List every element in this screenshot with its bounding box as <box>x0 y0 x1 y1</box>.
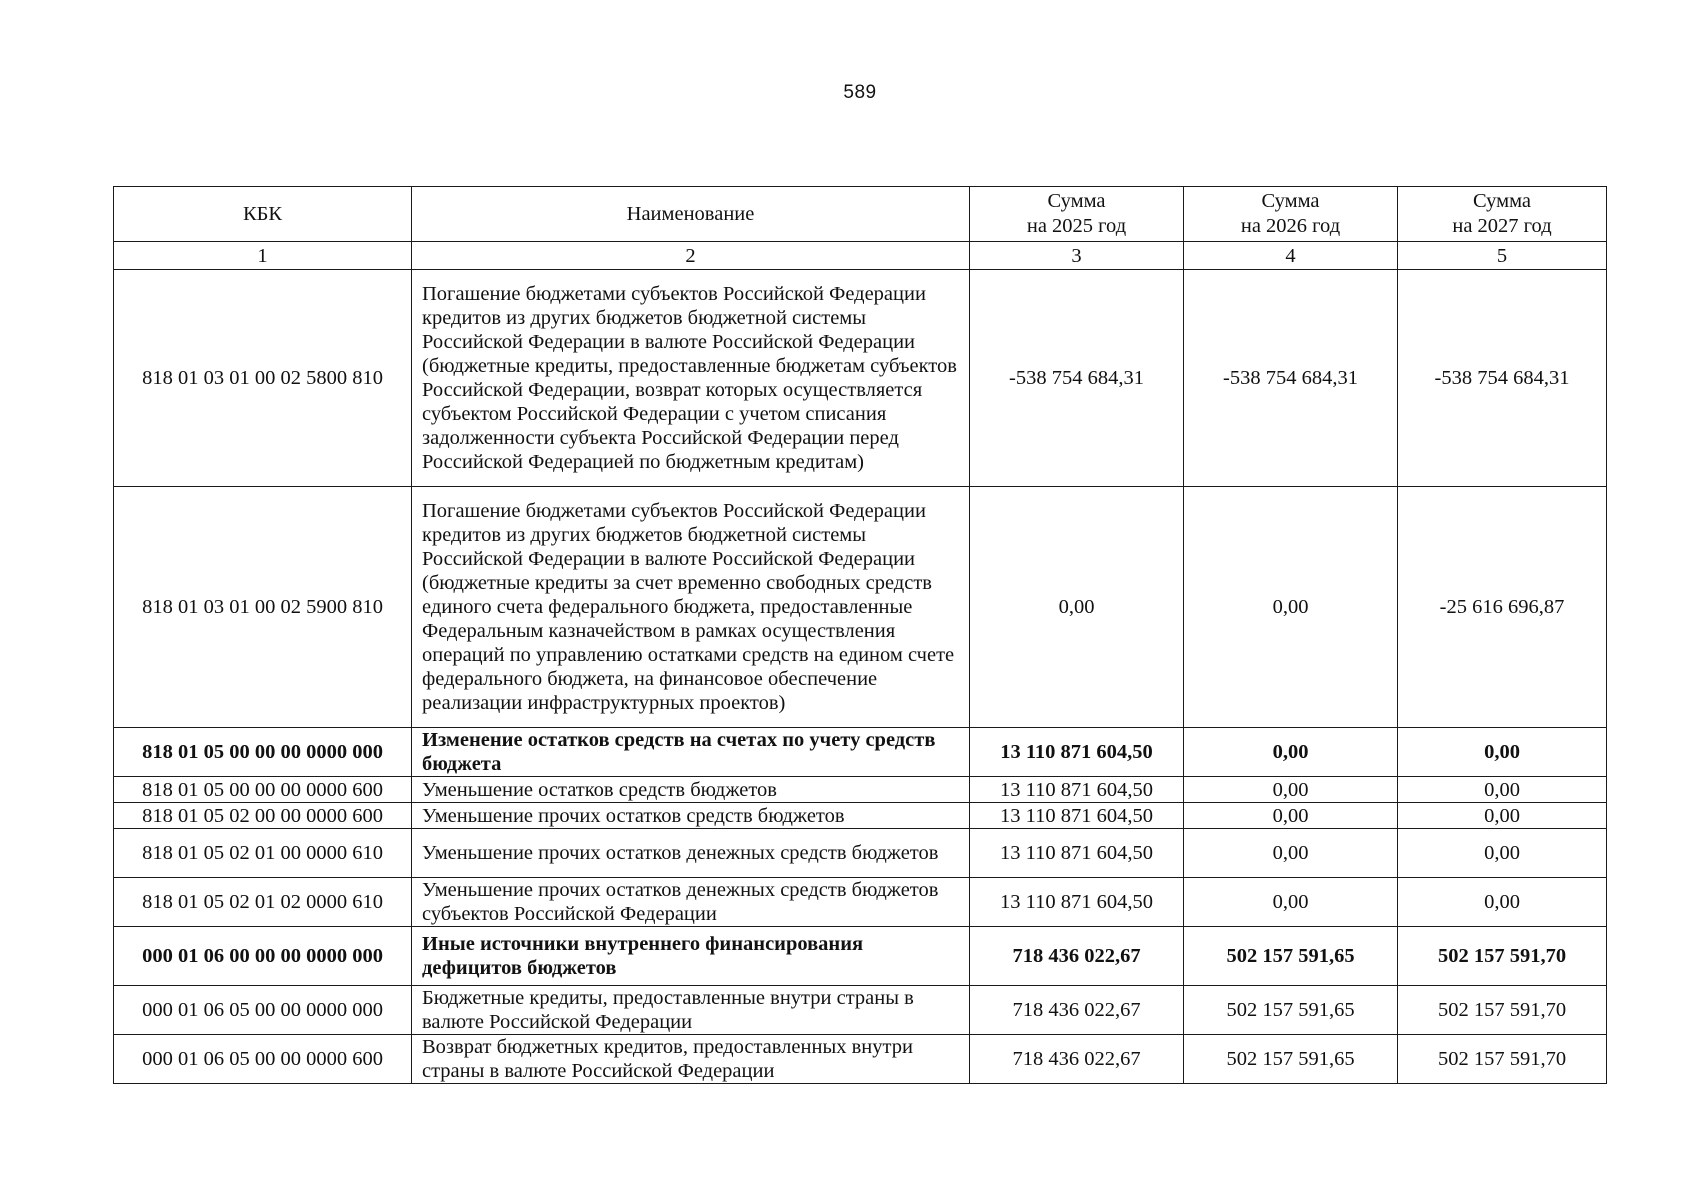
sum-2026: 502 157 591,65 <box>1184 1035 1398 1084</box>
sum-2027: 0,00 <box>1398 803 1607 829</box>
table-row <box>114 829 1607 878</box>
header-sum-2025 <box>970 187 1184 242</box>
table-row-total <box>114 728 1607 777</box>
kbk-code: 000 01 06 00 00 00 0000 000 <box>114 927 412 986</box>
table-row <box>114 803 1607 829</box>
sum-2026: 0,00 <box>1184 487 1398 728</box>
kbk-code: 818 01 05 02 00 00 0000 600 <box>114 803 412 829</box>
sum-2026: 502 157 591,65 <box>1184 986 1398 1035</box>
sum-2026: 0,00 <box>1184 829 1398 878</box>
sum-2027: 502 157 591,70 <box>1398 1035 1607 1084</box>
sum-2027: 0,00 <box>1398 777 1607 803</box>
column-number: 2 <box>412 242 970 270</box>
header-sum-2025-line1: Сумма <box>1047 190 1106 212</box>
kbk-code: 818 01 03 01 00 02 5900 810 <box>114 487 412 728</box>
table-row <box>114 777 1607 803</box>
sum-2025: 718 436 022,67 <box>970 986 1184 1035</box>
header-sum-2026-line1: Сумма <box>1261 190 1320 212</box>
column-number: 1 <box>114 242 412 270</box>
row-name: Возврат бюджетных кредитов, предоставленных внутри страны в валюте Российской Федерации <box>412 1035 970 1084</box>
kbk-code: 818 01 05 00 00 00 0000 000 <box>114 728 412 777</box>
table-row <box>114 1035 1607 1084</box>
sum-2027: 502 157 591,70 <box>1398 927 1607 986</box>
page-number: 589 <box>843 82 877 103</box>
sum-2026: 0,00 <box>1184 878 1398 927</box>
sum-2027: 0,00 <box>1398 878 1607 927</box>
header-sum-2026 <box>1184 187 1398 242</box>
column-number: 5 <box>1398 242 1607 270</box>
header-sum-2025-line2: на 2025 год <box>1026 215 1127 237</box>
table-row <box>114 986 1607 1035</box>
sum-2025: 13 110 871 604,50 <box>970 878 1184 927</box>
sum-2025: 0,00 <box>970 487 1184 728</box>
kbk-code: 818 01 03 01 00 02 5800 810 <box>114 270 412 487</box>
sum-2027: 502 157 591,70 <box>1398 986 1607 1035</box>
sum-2026: -538 754 684,31 <box>1184 270 1398 487</box>
header-sum-2026-line2: на 2026 год <box>1240 215 1341 237</box>
header-kbk: КБК <box>114 187 412 242</box>
table-row-total <box>114 927 1607 986</box>
header-sum-2027-line1: Сумма <box>1472 190 1532 212</box>
sum-2025: 718 436 022,67 <box>970 927 1184 986</box>
row-name: Погашение бюджетами субъектов Российской Федерации кредитов из других бюджетов бюджетной системы Российской Федерации в валюте Российской Федерации (бюджетные кредиты за счет временно свободных средств единого счета федерального бюджета, предоставленные Федеральным казначейством в рамках осуществления операций по управлению остатками средств на едином счете федерального бюджета, на финансовое обеспечение реализации инфраструктурных проектов) <box>412 487 970 728</box>
header-sum-2027-line2: на 2027 год <box>1452 215 1552 237</box>
row-name: Изменение остатков средств на счетах по учету средств бюджета <box>412 728 970 777</box>
sum-2025: 13 110 871 604,50 <box>970 728 1184 777</box>
kbk-code: 000 01 06 05 00 00 0000 600 <box>114 1035 412 1084</box>
table-row <box>114 878 1607 927</box>
row-name: Бюджетные кредиты, предоставленные внутри страны в валюте Российской Федерации <box>412 986 970 1035</box>
sum-2026: 0,00 <box>1184 777 1398 803</box>
sum-2027: -25 616 696,87 <box>1398 487 1607 728</box>
sum-2025: 718 436 022,67 <box>970 1035 1184 1084</box>
kbk-code: 000 01 06 05 00 00 0000 000 <box>114 986 412 1035</box>
table-header-row <box>114 187 1607 242</box>
row-name: Уменьшение прочих остатков средств бюджетов <box>412 803 970 829</box>
sum-2026: 0,00 <box>1184 728 1398 777</box>
row-name: Иные источники внутреннего финансирования дефицитов бюджетов <box>412 927 970 986</box>
row-name: Уменьшение прочих остатков денежных средств бюджетов <box>412 829 970 878</box>
column-number: 4 <box>1184 242 1398 270</box>
sum-2025: 13 110 871 604,50 <box>970 803 1184 829</box>
kbk-code: 818 01 05 02 01 00 0000 610 <box>114 829 412 878</box>
sum-2027: 0,00 <box>1398 728 1607 777</box>
column-number: 3 <box>970 242 1184 270</box>
header-sum-2027 <box>1398 187 1607 242</box>
sum-2025: 13 110 871 604,50 <box>970 777 1184 803</box>
kbk-code: 818 01 05 02 01 02 0000 610 <box>114 878 412 927</box>
row-name: Погашение бюджетами субъектов Российской Федерации кредитов из других бюджетов бюджетной системы Российской Федерации в валюте Российской Федерации (бюджетные кредиты, предоставленные бюджетам субъектов Российской Федерации, возврат которых осуществляется субъектом Российской Федерации с учетом списания задолженности субъекта Российской Федерации перед Российской Федерацией по бюджетным кредитам) <box>412 270 970 487</box>
sum-2027: -538 754 684,31 <box>1398 270 1607 487</box>
sum-2026: 0,00 <box>1184 803 1398 829</box>
sum-2025: -538 754 684,31 <box>970 270 1184 487</box>
sum-2025: 13 110 871 604,50 <box>970 829 1184 878</box>
table-row <box>114 270 1607 487</box>
kbk-code: 818 01 05 00 00 00 0000 600 <box>114 777 412 803</box>
column-number-row <box>114 242 1607 270</box>
row-name: Уменьшение прочих остатков денежных средств бюджетов субъектов Российской Федерации <box>412 878 970 927</box>
table-row <box>114 487 1607 728</box>
header-name: Наименование <box>412 187 970 242</box>
row-name: Уменьшение остатков средств бюджетов <box>412 777 970 803</box>
budget-sources-table <box>113 186 1607 1084</box>
sum-2026: 502 157 591,65 <box>1184 927 1398 986</box>
sum-2027: 0,00 <box>1398 829 1607 878</box>
